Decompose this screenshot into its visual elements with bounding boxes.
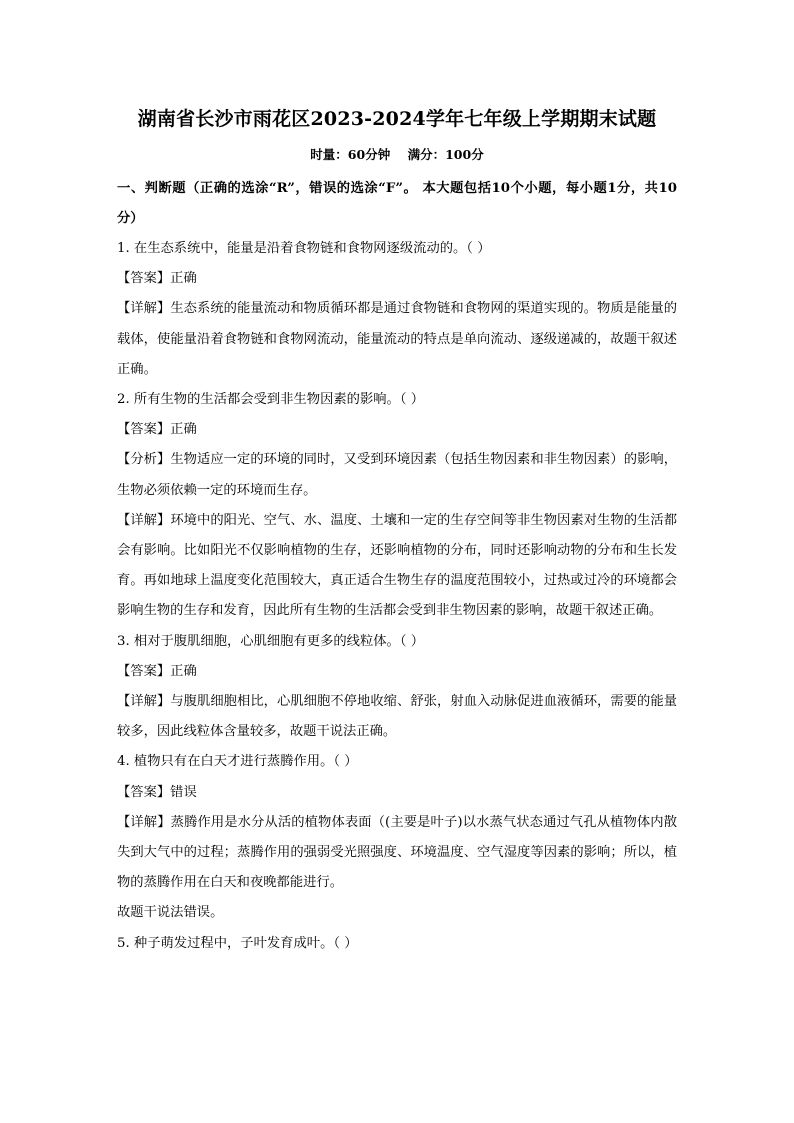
question-stem: 2. 所有生物的生活都会受到非生物因素的影响。（ ）: [117, 392, 425, 408]
question-2: [117, 385, 677, 627]
analysis-text: 【分析】生物适应一定的环境的同时，又受到环境因素（包括生物因素和非生物因素）的影响，生物必须依赖一定的环境而生存。: [117, 452, 677, 498]
detail-text: 【详解】与腹肌细胞相比，心肌细胞不停地收缩、舒张，射血入动脉促进血液循环，需要的能量较多，因此线粒体含量较多，故题干说法正确。: [117, 694, 677, 740]
question-1: [117, 234, 677, 385]
question-3: [117, 627, 677, 748]
detail-text: 【详解】蒸腾作用是水分从活的植物体表面（(主要是叶子)以水蒸气状态通过气孔从植物体内散失到大气中的过程；蒸腾作用的强弱受光照强度、环境温度、空气湿度等因素的影响；所以，植物的蒸腾作用在白天和夜晚都能进行。: [117, 814, 677, 891]
document-title: 湖南省长沙市雨花区2023-2024学年七年级上学期期末试题: [137, 108, 657, 130]
answer-text: 【答案】正确: [117, 422, 197, 438]
answer-text: 【答案】正确: [117, 663, 197, 679]
answer-text: 【答案】错误: [117, 784, 197, 800]
question-stem: 3. 相对于腹肌细胞，心肌细胞有更多的线粒体。（ ）: [117, 633, 425, 649]
section-heading: 一、判断题（正确的选涂“R”，错误的选涂“F”。 本大题包括10个小题，每小题1分，共10分）: [117, 181, 677, 226]
answer-text: 【答案】正确: [117, 271, 197, 287]
question-stem: 1. 在生态系统中，能量是沿着食物链和食物网逐级流动的。（ ）: [117, 241, 491, 256]
exam-time-and-score: 时量：60分钟 满分：100分: [310, 147, 484, 162]
question-5: [117, 929, 677, 959]
detail-text: 【详解】生态系统的能量流动和物质循环都是通过食物链和食物网的渠道实现的。物质是能量的载体，使能量沿着食物链和食物网流动，能量流动的特点是单向流动、逐级递减的，故题干叙述正确。: [117, 301, 677, 377]
detail-text: 【详解】环境中的阳光、空气、水、温度、土壤和一定的生存空间等非生物因素对生物的生活都会有影响。比如阳光不仅影响植物的生存，还影响植物的分布，同时还影响动物的分布和生长发育。再如地球上温度变化范围较大，真正适合生物生存的温度范围较小，过热或过冷的环境都会影响生物的生存和发育，因此所有生物的生活都会受到非生物因素的影响，故题干叙述正确。: [117, 512, 677, 619]
question-list: [117, 234, 677, 959]
question-stem: 5. 种子萌发过程中，子叶发育成叶。（ ）: [117, 935, 358, 951]
question-4: [117, 747, 677, 928]
conclusion-text: 故题干说法错误。: [117, 905, 224, 921]
question-stem: 4. 植物只有在白天才进行蒸腾作用。（ ）: [117, 754, 358, 770]
